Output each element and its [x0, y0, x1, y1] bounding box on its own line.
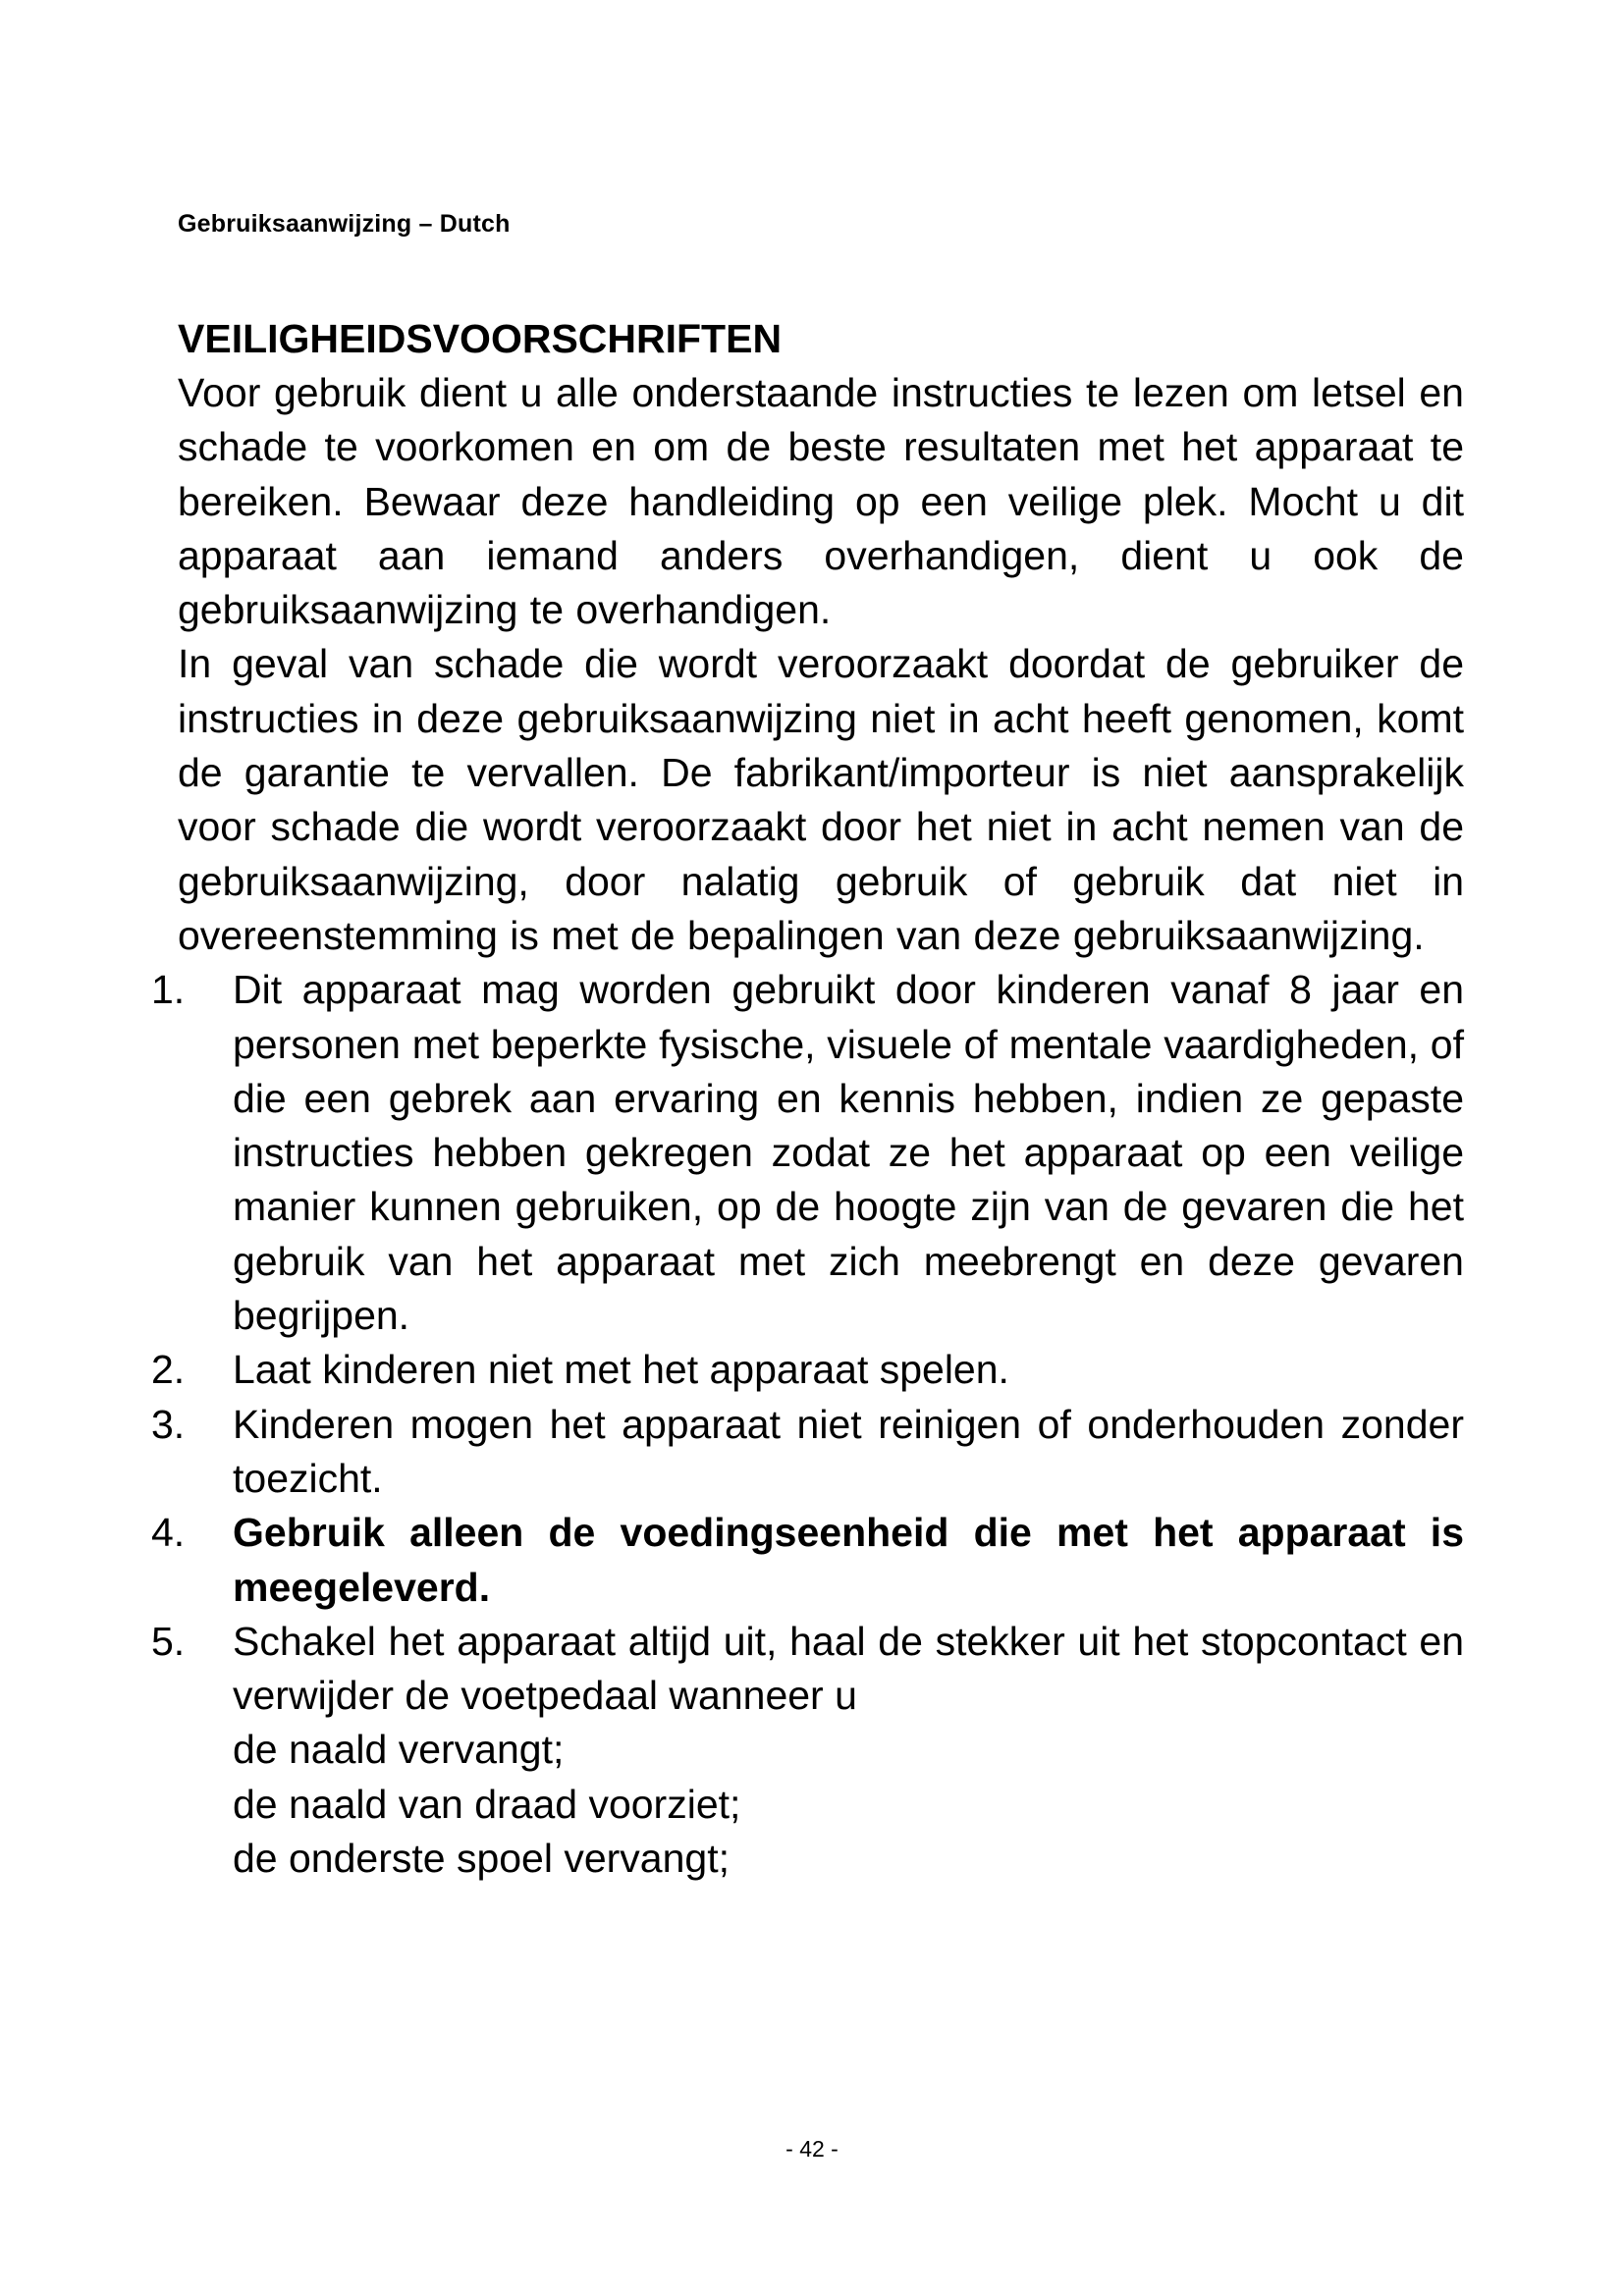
list-sub-line: de naald van draad voorziet; [233, 1781, 741, 1827]
list-item [151, 1343, 1464, 1397]
list-item-number: 2. [151, 1347, 186, 1393]
page-content [151, 312, 1464, 1886]
section-title: VEILIGHEIDSVOORSCHRIFTEN [178, 316, 783, 361]
list-item [151, 963, 1464, 1343]
list-item-text: Kinderen mogen het apparaat niet reinigen of onderhouden zonder toezicht. [233, 1401, 1464, 1501]
list-item-text: Dit apparaat mag worden gebruikt door kinderen vanaf 8 jaar en personen met beperkte fysische, visuele of mentale vaardigheden, of die een gebrek aan ervaring en kennis hebben, indien ze gepaste instructies hebben gekregen zodat ze het apparaat op een veilige manier kunnen gebruiken, op de hoogte zijn van de gevaren die het gebruik van het apparaat met zich meebrengt en deze gevaren begrijpen. [233, 967, 1464, 1339]
list-item [151, 1398, 1464, 1507]
intro-paragraph: Voor gebruik dient u alle onderstaande instructies te lezen om letsel en schade te voorkomen en om de beste resultaten met het apparaat te bereiken. Bewaar deze handleiding op een veilige plek. Mocht u dit apparaat aan iemand anders overhandigen, dient u ook de gebruiksaanwijzing te overhandigen. [178, 370, 1464, 633]
list-item-number: 4. [151, 1510, 186, 1556]
warranty-paragraph: In geval van schade die wordt veroorzaakt doordat de gebruiker de instructies in deze gebruiksaanwijzing niet in acht heeft genomen, komt de garantie te vervallen. De fabrikant/importeur is niet aansprakelijk voor schade die wordt veroorzaakt door het niet in acht nemen van de gebruiksaanwijzing, door nalatig gebruik of gebruik dat niet in overeenstemming is met de bepalingen van deze gebruiksaanwijzing. [178, 641, 1464, 958]
list-item-number: 5. [151, 1618, 186, 1664]
list-item-number: 3. [151, 1401, 186, 1447]
list-item-text: Laat kinderen niet met het apparaat spelen. [233, 1347, 1009, 1393]
list-sub-line: de naald vervangt; [233, 1727, 565, 1773]
list-sub-line: de onderste spoel vervangt; [233, 1836, 730, 1882]
page-number: - 42 - [785, 2136, 839, 2162]
list-item [151, 1615, 1464, 1886]
running-header: Gebruiksaanwijzing – Dutch [178, 210, 511, 238]
list-item [151, 1506, 1464, 1615]
list-item-text-bold: Gebruik alleen de voedingseenheid die met het apparaat is meegeleverd. [233, 1510, 1464, 1610]
safety-list [151, 963, 1464, 1886]
list-item-text: Schakel het apparaat altijd uit, haal de stekker uit het stopcontact en verwijder de voetpedaal wanneer u [233, 1618, 1464, 1719]
list-item-number: 1. [151, 967, 186, 1013]
